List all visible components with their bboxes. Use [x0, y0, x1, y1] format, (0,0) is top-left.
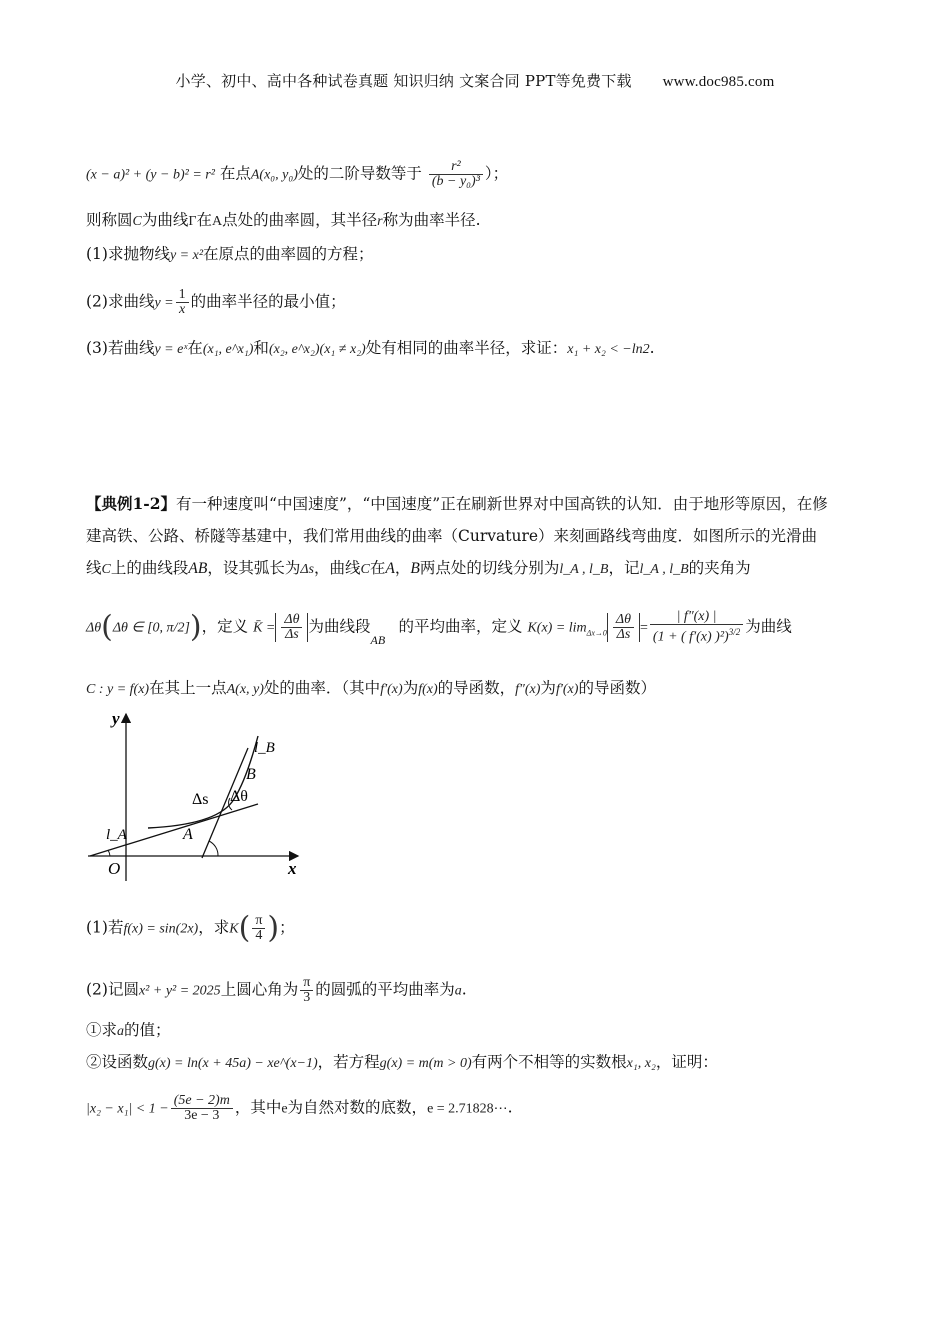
- question-1: (1)求抛物线y = x²在原点的曲率圆的方程；: [86, 245, 374, 263]
- one-over-x-fraction: $\frac{1}{x}$: [176, 288, 189, 317]
- question-2: (2)求曲线y = $\frac{1}{x}$ 的曲率半径的最小值；: [86, 287, 346, 317]
- curve-C: [148, 736, 258, 828]
- parabola-equation: y = x²: [169, 248, 204, 263]
- x-axis-label: x: [288, 859, 297, 878]
- y-axis-label: y: [112, 709, 120, 728]
- lA-label: l_A: [106, 827, 127, 843]
- lB-label: l_B: [254, 740, 275, 756]
- angle-arc-lA: [108, 850, 110, 856]
- inequality-to-prove: x₁ + x₂ < −ln2: [567, 342, 650, 357]
- example-paragraph-1: 【典例1-2】有一种速度叫“中国速度”，“中国速度”正在刷新世界对中国高铁的认知．由于地形等原因，在修: [86, 494, 828, 513]
- definition-line-2: 则称圆C为曲线Γ在A点处的曲率圆，其半径r称为曲率半径.: [86, 211, 481, 229]
- circle-equation: (x − a)² + (y − b)² = r²: [86, 167, 215, 183]
- header-url: www.doc985.com: [662, 74, 775, 90]
- example-tag: 【典例1-2】: [86, 494, 177, 513]
- subquestion-1: (1)若f(x) = sin(2x)，求K( $\frac{\pi}{4}$ )；: [86, 910, 295, 946]
- example-paragraph-2: 建高铁、公路、桥隧等基建中，我们常用曲线的曲率（Curvature）来刻画路线弯曲度．如图所示的光滑曲: [86, 527, 818, 545]
- inequality-line: |x₂ − x₁| < 1 − $\frac{(5e - 2)m}{3e - 3}$ ，其中e为自然对数的底数，e = 2.71828⋯.: [86, 1093, 513, 1123]
- angle-arc-lB: [209, 841, 218, 856]
- second-derivative-fraction: $\frac{\text{r²}}{\text{(b − y₀)³}}$: [429, 160, 483, 189]
- point-A-label: A: [183, 826, 193, 843]
- subquestion-2-part-1: ①求a的值；: [86, 1021, 171, 1039]
- curvature-definition-line: Δθ(Δθ ∈ [0, π/2])，定义 K̄ = $\frac{\Delta\theta}{\Delta s}$ 为曲线段 AB 的平均曲率，定义 $K(x) = \lim_{\Delta x\to 0}$ $\frac{\Delta\theta}{\Delta s}$ = $\frac{| f''(x) |}{(1 + ( f'(x) )^2)^{3/2}}$ 为曲线: [86, 609, 792, 648]
- header-site-text: 小学、初中、高中各种试卷真题 知识归纳 文案合同 PPT等免费下载: [175, 72, 632, 90]
- curvature-figure: [80, 706, 310, 886]
- origin-label: O: [108, 859, 121, 878]
- question-3: (3)若曲线y = eˣ在(x₁, e^x₁)和(x₂, e^x₂)(x₁ ≠ x₂)处有相同的曲率半径，求证：x₁ + x₂ < −ln2.: [86, 339, 655, 357]
- example-paragraph-3: 线C上的曲线段AB，设其弧长为Δs，曲线C在A，B两点处的切线分别为l_A , l_B，记l_A , l_B的夹角为: [86, 559, 751, 577]
- angle-label: Δθ: [230, 788, 248, 805]
- arc-length-label: Δs: [192, 791, 209, 808]
- curvature-definition-end: C : y = f(x)在其上一点A(x, y)处的曲率．（其中f′(x)为f(x)的导函数，f″(x)为f′(x)的导函数）: [86, 679, 656, 697]
- point-A: A(x₀, y₀): [250, 167, 298, 183]
- definition-line-1: (x − a)² + (y − b)² = r² 在点A(x₀, y₀)处的二阶导数等于 $\frac{\text{r²}}{\text{(b − y₀)³}}$ ）；: [86, 159, 509, 189]
- page-header: [0, 70, 950, 91]
- subquestion-2: (2)记圆x² + y² = 2025上圆心角为 $\frac{\pi}{3}$ 的圆弧的平均曲率为a.: [86, 975, 467, 1005]
- subquestion-2-part-2: ②设函数g(x) = ln(x + 45a) − xe^(x−1)，若方程g(x) = m(m > 0)有两个不相等的实数根x₁, x₂，证明：: [86, 1053, 718, 1071]
- point-B-label: B: [246, 766, 256, 783]
